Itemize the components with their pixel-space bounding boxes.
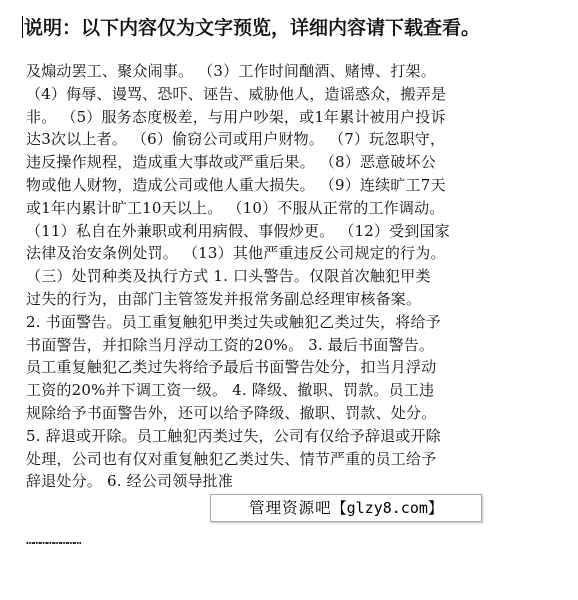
text-cursor [22, 16, 23, 38]
text-line: （三）处罚种类及执行方式 1. 口头警告。仅限首次触犯甲类 [26, 267, 431, 286]
text-line: 达3次以上者。 （6）偷窃公司或用户财物。 （7）玩忽职守， [26, 130, 446, 149]
text-line: 过失的行为，由部门主管签发并报常务副总经理审核备案。 [26, 289, 422, 308]
text-line: 辞退处分。 6. 经公司领导批准 [26, 472, 234, 491]
text-line: 员工重复触犯乙类过失将给予最后书面警告处分，扣当月浮动 [26, 358, 437, 377]
truncation-ellipsis: …………………… [26, 533, 81, 548]
preview-notice-text: 说明：以下内容仅为文字预览，详细内容请下载查看。 [24, 17, 481, 39]
text-line: 物或他人财物，造成公司或他人重大损失。 （9）连续旷工7天 [26, 175, 446, 194]
text-line: 2. 书面警告。员工重复触犯甲类过失或触犯乙类过失，将给予 [26, 312, 441, 331]
text-line: 规除给予书面警告外，还可以给予降级、撤职、罚款、处分。 [26, 403, 437, 422]
text-line: 处理，公司也有仅对重复触犯乙类过失、情节严重的员工给予 [26, 449, 437, 468]
text-line: 或1年内累计旷工10天以上。 （10）不服从正常的工作调动。 [26, 198, 445, 217]
text-line: （4）侮辱、谩骂、恐吓、诬告、威胁他人，造谣惑众，搬弄是 [26, 84, 447, 103]
text-line: （11）私自在外兼职或利用病假、事假炒更。 （12）受到国家 [26, 221, 450, 240]
watermark-site-name: 管理资源吧 [249, 499, 332, 517]
text-line: 5. 辞退或开除。员工触犯丙类过失，公司有仅给予辞退或开除 [26, 426, 441, 445]
text-line: 法律及治安条例处罚。 （13）其他严重违反公司规定的行为。 [26, 244, 446, 263]
text-line: 书面警告，并扣除当月浮动工资的20%。 3. 最后书面警告。 [26, 335, 435, 354]
site-watermark[interactable] [210, 494, 482, 522]
text-line: 及煽动罢工、聚众闹事。 （3）工作时间酗酒、赌博、打架。 [26, 62, 436, 80]
text-line: 非。 （5）服务态度极差，与用户吵架，或1年累计被用户投诉 [26, 107, 446, 126]
document-body [26, 60, 566, 493]
text-line: 违反操作规程，造成重大事故或严重后果。 （8）恶意破坏公 [26, 153, 436, 172]
text-line: 工资的20%并下调工资一级。 4. 降级、撤职、罚款。员工违 [26, 381, 435, 400]
preview-notice [22, 14, 574, 42]
watermark-site-url: 【glzy8.com】 [331, 499, 443, 517]
